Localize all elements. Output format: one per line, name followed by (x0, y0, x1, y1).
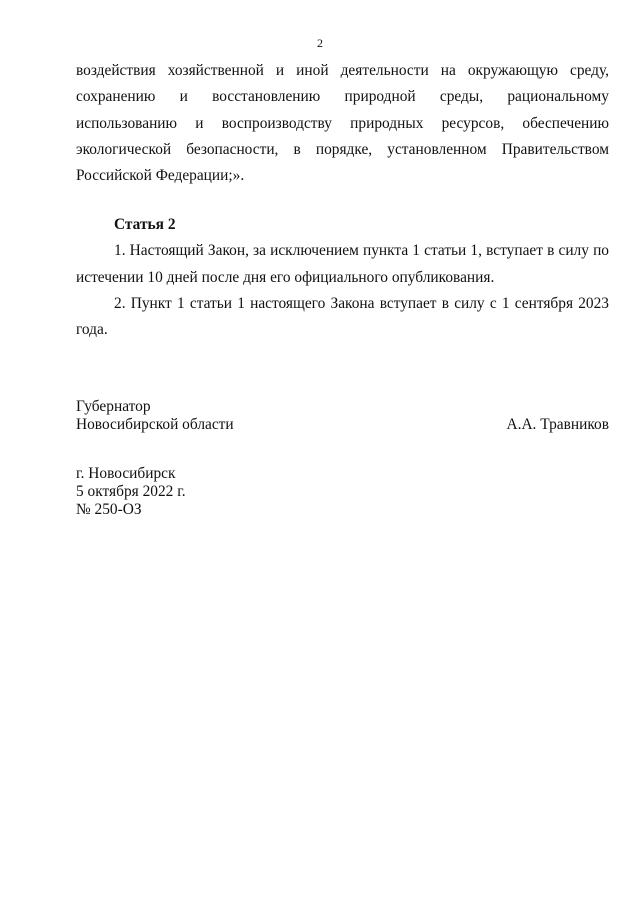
place-city: г. Новосибирск (76, 465, 176, 482)
article-paragraph-1: 1. Настоящий Закон, за исключением пункта 1 статьи 1, вступает в силу по истечении 10 дней после дня его официального опубликования. (76, 242, 609, 286)
article-paragraph-2: 2. Пункт 1 статьи 1 настоящего Закона вступает в силу с 1 сентября 2023 года. (76, 294, 609, 339)
signature-block (76, 398, 609, 434)
signatory-position-line2: Новосибирской области (76, 416, 234, 433)
document-date: 5 октября 2022 г. (76, 483, 186, 500)
signatory-name: А.А. Травников (506, 416, 609, 433)
article-title: Статья 2 (114, 216, 176, 233)
continuation-paragraph: воздействия хозяйственной и иной деятельности на окружающую среду, сохранению и восстановлению природной среды, рациональному использованию и воспроизводству природных ресурсов, обеспечению экологической безопасности, в порядке, установленном Правительством Российской Федерации;». (76, 62, 609, 185)
signatory-position-line1: Губернатор (76, 398, 151, 415)
article-2 (76, 212, 609, 343)
document-number: № 250-ОЗ (76, 501, 142, 518)
place-date-block (76, 465, 186, 519)
page-number: 2 (317, 36, 323, 50)
signature-row (76, 416, 609, 434)
